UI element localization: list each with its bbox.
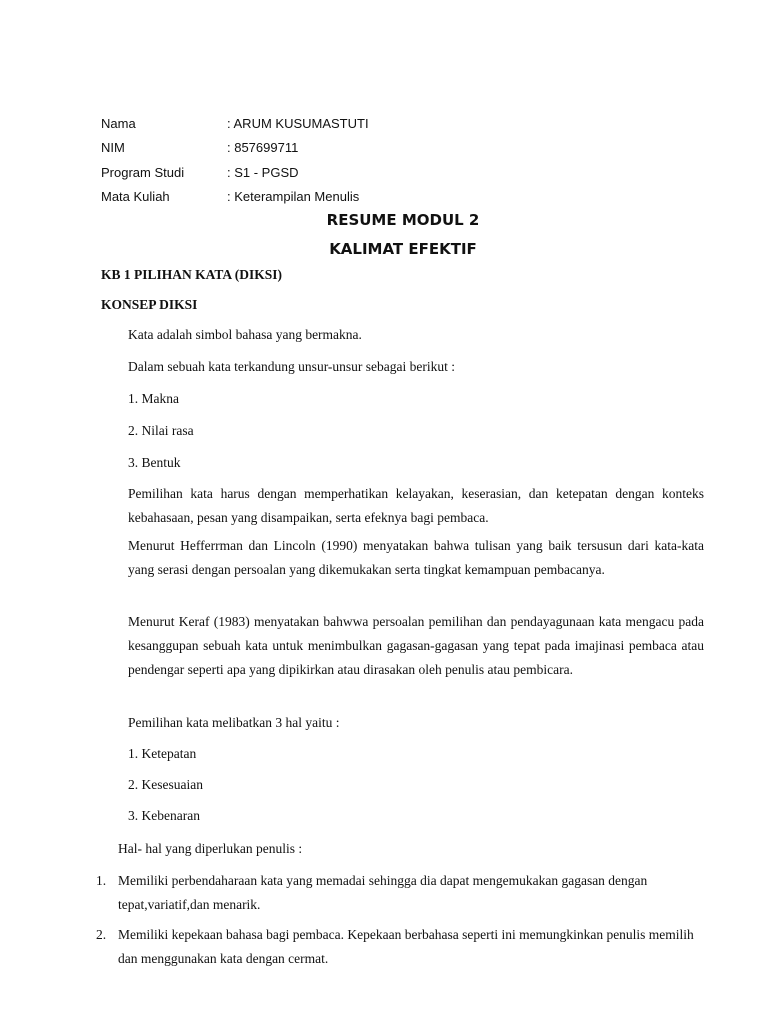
section-heading-konsep: KONSEP DIKSI	[101, 297, 198, 312]
paragraph-hefferrman: Menurut Hefferrman dan Lincoln (1990) menyatakan bahwa tulisan yang baik tersusun dari kata-kata yang serasi dengan persoalan yang dikemukakan serta tingkat kemampuan pembacanya.	[128, 538, 704, 577]
info-value: : ARUM KUSUMASTUTI	[227, 115, 369, 131]
document-subtitle: KALIMAT EFEKTIF	[329, 240, 477, 258]
numbered-list	[96, 869, 704, 971]
info-label: Nama	[101, 115, 136, 131]
list-text: Memiliki perbendaharaan kata yang memadai sehingga dia dapat mengemukakan gagasan dengan tepat,variatif,dan menarik.	[118, 873, 648, 912]
info-value: : 857699711	[227, 140, 299, 156]
section-heading-kb1: KB 1 PILIHAN KATA (DIKSI)	[101, 267, 283, 282]
info-label: Mata Kuliah	[101, 189, 170, 205]
list-item: 2. Nilai rasa	[128, 423, 194, 438]
list-item: 3. Bentuk	[128, 455, 181, 470]
list-item: 3. Kebenaran	[128, 808, 200, 823]
info-label: Program Studi	[101, 164, 185, 180]
list-item: 1. Makna	[128, 391, 179, 406]
info-row-nim	[101, 136, 369, 161]
paragraph-tiga-hal: Pemilihan kata melibatkan 3 hal yaitu :	[128, 715, 340, 730]
paragraph-hal-diperlukan: Hal- hal yang diperlukan penulis :	[118, 841, 303, 856]
paragraph-pemilihan-kata: Pemilihan kata harus dengan memperhatikan kelayakan, keserasian, dan ketepatan dengan konteks kebahasaan, pesan yang disampaikan, serta efeknya bagi pembaca.	[128, 486, 704, 525]
info-row-nama	[101, 111, 369, 136]
list-number: 1.	[96, 873, 107, 888]
list-text: Memiliki kepekaan bahasa bagi pembaca. Kepekaan berbahasa seperti ini memungkinkan penulis memilih dan menggunakan kata dengan cermat.	[118, 927, 694, 966]
list-number: 2.	[96, 927, 107, 942]
paragraph-definisi: Kata adalah simbol bahasa yang bermakna.	[128, 327, 362, 342]
paragraph-unsur-intro: Dalam sebuah kata terkandung unsur-unsur sebagai berikut :	[128, 359, 456, 374]
info-row-program-studi	[101, 160, 369, 185]
list-item: 2. Kesesuaian	[128, 777, 203, 792]
list-item	[96, 923, 704, 971]
info-value: : S1 - PGSD	[227, 164, 299, 180]
info-label: NIM	[101, 140, 125, 156]
list-item: 1. Ketepatan	[128, 746, 197, 761]
student-info	[101, 111, 369, 209]
paragraph-keraf: Menurut Keraf (1983) menyatakan bahwwa persoalan pemilihan dan pendayagunaan kata mengacu pada kesanggupan sebuah kata untuk menimbulkan gagasan-gagasan yang tepat pada imajinasi pembaca atau pendengar seperti apa yang dipikirkan atau dirasakan oleh penulis atau pembicara.	[128, 614, 704, 677]
document-title: RESUME MODUL 2	[326, 211, 480, 229]
list-item	[96, 869, 704, 917]
info-value: : Keterampilan Menulis	[227, 189, 360, 205]
info-row-mata-kuliah	[101, 185, 369, 210]
